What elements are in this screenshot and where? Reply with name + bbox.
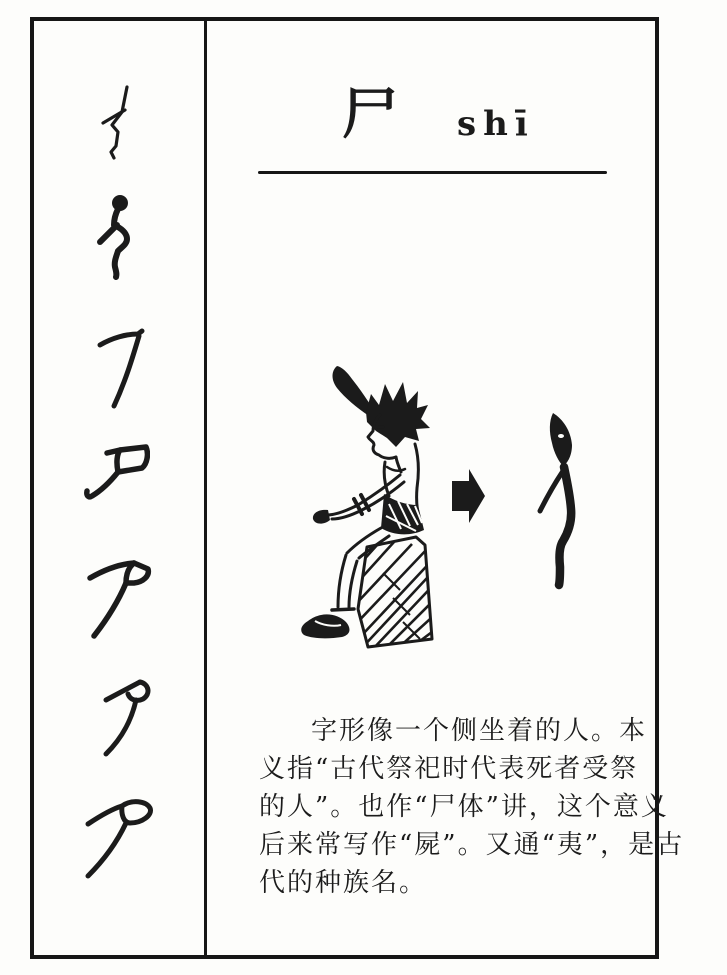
headword-character: 尸 xyxy=(342,81,398,147)
spiky-hair xyxy=(366,382,430,447)
regular-cursive-glyph-icon xyxy=(80,796,160,880)
early-seal-script-glyph-icon xyxy=(94,328,146,410)
seal-script-glyph-icon xyxy=(82,444,150,508)
cursive-script-glyph-icon xyxy=(98,674,152,758)
paragraph-line: 字形像一个侧坐着的人。本 xyxy=(311,716,648,746)
column-divider-line xyxy=(204,17,207,959)
shoe xyxy=(301,614,349,638)
oracle-bone-script-glyph-icon xyxy=(98,80,138,164)
right-arrow-icon xyxy=(452,466,486,526)
paragraph-line: 的人”。也作“尸体”讲，这个意义 xyxy=(259,792,669,822)
paragraph-line: 后来常写作“屍”。又通“夷”，是古 xyxy=(259,830,685,860)
seated-person-illustration xyxy=(288,358,440,650)
explanation-paragraph xyxy=(259,712,685,902)
headword-pinyin: shī xyxy=(457,104,535,144)
late-seal-script-glyph-icon xyxy=(82,556,152,644)
ancient-pictograph-glyph xyxy=(525,405,587,593)
header-underline xyxy=(258,171,607,174)
paragraph-line: 义指“古代祭祀时代表死者受祭 xyxy=(259,754,639,784)
bronze-script-glyph-icon xyxy=(96,194,138,280)
hand xyxy=(313,510,330,524)
paragraph-line: 代的种族名。 xyxy=(259,868,428,898)
